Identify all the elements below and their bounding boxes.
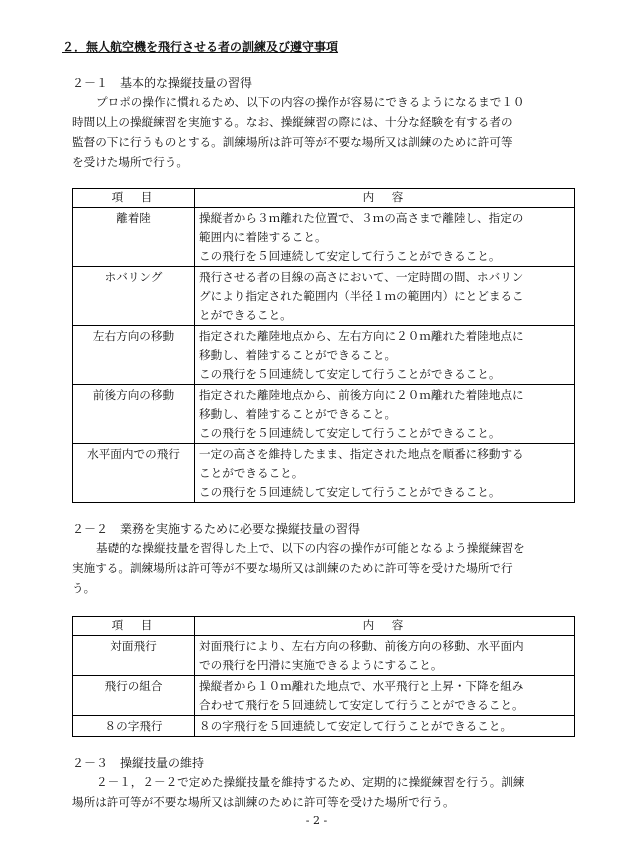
table-cell-content <box>195 676 575 716</box>
table-cell-item: 水平面内での飛行 <box>73 444 195 503</box>
table-cell-content <box>195 636 575 676</box>
cell-line: 操縦者から１０ｍ離れた地点で、水平飛行と上昇・下降を組み <box>199 679 524 693</box>
cell-line: 一定の高さを維持したまま、指定された地点を順番に移動する <box>199 447 524 461</box>
cell-line: 飛行させる者の目線の高さにおいて、一定時間の間、ホバリン <box>199 270 524 284</box>
table-cell-content <box>195 326 575 385</box>
table-header-content: 内 容 <box>195 617 575 636</box>
paragraph-line: 実施する。訓練場所は許可等が不要な場所又は訓練のために許可等を受けた場所で行 <box>72 561 513 575</box>
section-title: ２．無人航空機を飛行させる者の訓練及び遵守事項 <box>62 40 339 54</box>
paragraph-line: 時間以上の操縦練習を実施する。なお、操縦練習の際には、十分な経験を有する者の <box>72 115 513 129</box>
training-table-basic <box>72 188 575 503</box>
cell-line: 合わせて飛行を５回連続して安定して行うことができること。 <box>199 698 524 712</box>
table-row <box>73 326 575 385</box>
cell-line: 指定された離陸地点から、左右方向に２０ｍ離れた着陸地点に <box>199 329 524 343</box>
paragraph-line: 基礎的な操縦技量を習得した上で、以下の内容の操作が可能となるよう操縦練習を <box>96 541 525 555</box>
table-cell-item: 前後方向の移動 <box>73 385 195 444</box>
table-header-row <box>73 617 575 636</box>
paragraph-2-2 <box>72 538 584 598</box>
table-row <box>73 385 575 444</box>
paragraph-line: 場所は許可等が不要な場所又は訓練のために許可等を受けた場所で行う。 <box>72 795 455 809</box>
paragraph-line: を受けた場所で行う。 <box>72 155 188 169</box>
subsection-heading-2-2: ２－２ 業務を実施するために必要な操縦技量の習得 <box>72 522 361 536</box>
table-header-row <box>73 189 575 208</box>
table-row <box>73 716 575 737</box>
table-cell-item: 飛行の組合 <box>73 676 195 716</box>
paragraph-line: う。 <box>72 581 96 595</box>
cell-line: この飛行を５回連続して安定して行うことができること。 <box>199 426 501 440</box>
cell-line: での飛行を円滑に実施できるようにすること。 <box>199 658 443 672</box>
cell-line: 移動し、着陸することができること。 <box>199 348 397 362</box>
paragraph-line: 監督の下に行うものとする。訓練場所は許可等が不要な場所又は訓練のために許可等 <box>72 135 513 149</box>
table-header-item: 項 目 <box>73 617 195 636</box>
cell-line: とができること。 <box>199 308 292 322</box>
cell-line: グにより指定された範囲内（半径１ｍの範囲内）にとどまるこ <box>199 289 524 303</box>
cell-line: ことができること。 <box>199 466 304 480</box>
table-cell-item: ホバリング <box>73 267 195 326</box>
cell-line: 指定された離陸地点から、前後方向に２０ｍ離れた着陸地点に <box>199 388 524 402</box>
table-cell-item: ８の字飛行 <box>73 716 195 737</box>
cell-line: ８の字飛行を５回連続して安定して行うことができること。 <box>199 719 513 733</box>
table-row <box>73 444 575 503</box>
table-cell-content <box>195 208 575 267</box>
paragraph-line: プロポの操作に慣れるため、以下の内容の操作が容易にできるようになるまで１０ <box>96 95 525 109</box>
cell-line: 操縦者から３ｍ離れた位置で、３ｍの高さまで離陸し、指定の <box>199 211 524 225</box>
table-cell-content <box>195 716 575 737</box>
cell-line: この飛行を５回連続して安定して行うことができること。 <box>199 485 501 499</box>
paragraph-2-1 <box>72 92 584 172</box>
cell-line: 移動し、着陸することができること。 <box>199 407 397 421</box>
table-cell-content <box>195 385 575 444</box>
table-row <box>73 208 575 267</box>
table-cell-content <box>195 444 575 503</box>
cell-line: この飛行を５回連続して安定して行うことができること。 <box>199 249 501 263</box>
cell-line: 対面飛行により、左右方向の移動、前後方向の移動、水平面内 <box>199 639 524 653</box>
table-header-content: 内 容 <box>195 189 575 208</box>
subsection-heading-2-3: ２－３ 操縦技量の維持 <box>72 756 205 770</box>
table-cell-item: 対面飛行 <box>73 636 195 676</box>
table-header-item: 項 目 <box>73 189 195 208</box>
table-cell-item: 左右方向の移動 <box>73 326 195 385</box>
table-row <box>73 267 575 326</box>
table-row <box>73 676 575 716</box>
cell-line: この飛行を５回連続して安定して行うことができること。 <box>199 367 501 381</box>
table-row <box>73 636 575 676</box>
paragraph-line: ２－１，２－２で定めた操縦技量を維持するため、定期的に操縦練習を行う。訓練 <box>96 775 525 789</box>
table-cell-item: 離着陸 <box>73 208 195 267</box>
training-table-advanced <box>72 616 575 737</box>
subsection-heading-2-1: ２－１ 基本的な操縦技量の習得 <box>72 76 253 90</box>
cell-line: 範囲内に着陸すること。 <box>199 230 327 244</box>
table-cell-content <box>195 267 575 326</box>
paragraph-2-3 <box>72 772 584 812</box>
page-number: - 2 - <box>305 814 328 827</box>
